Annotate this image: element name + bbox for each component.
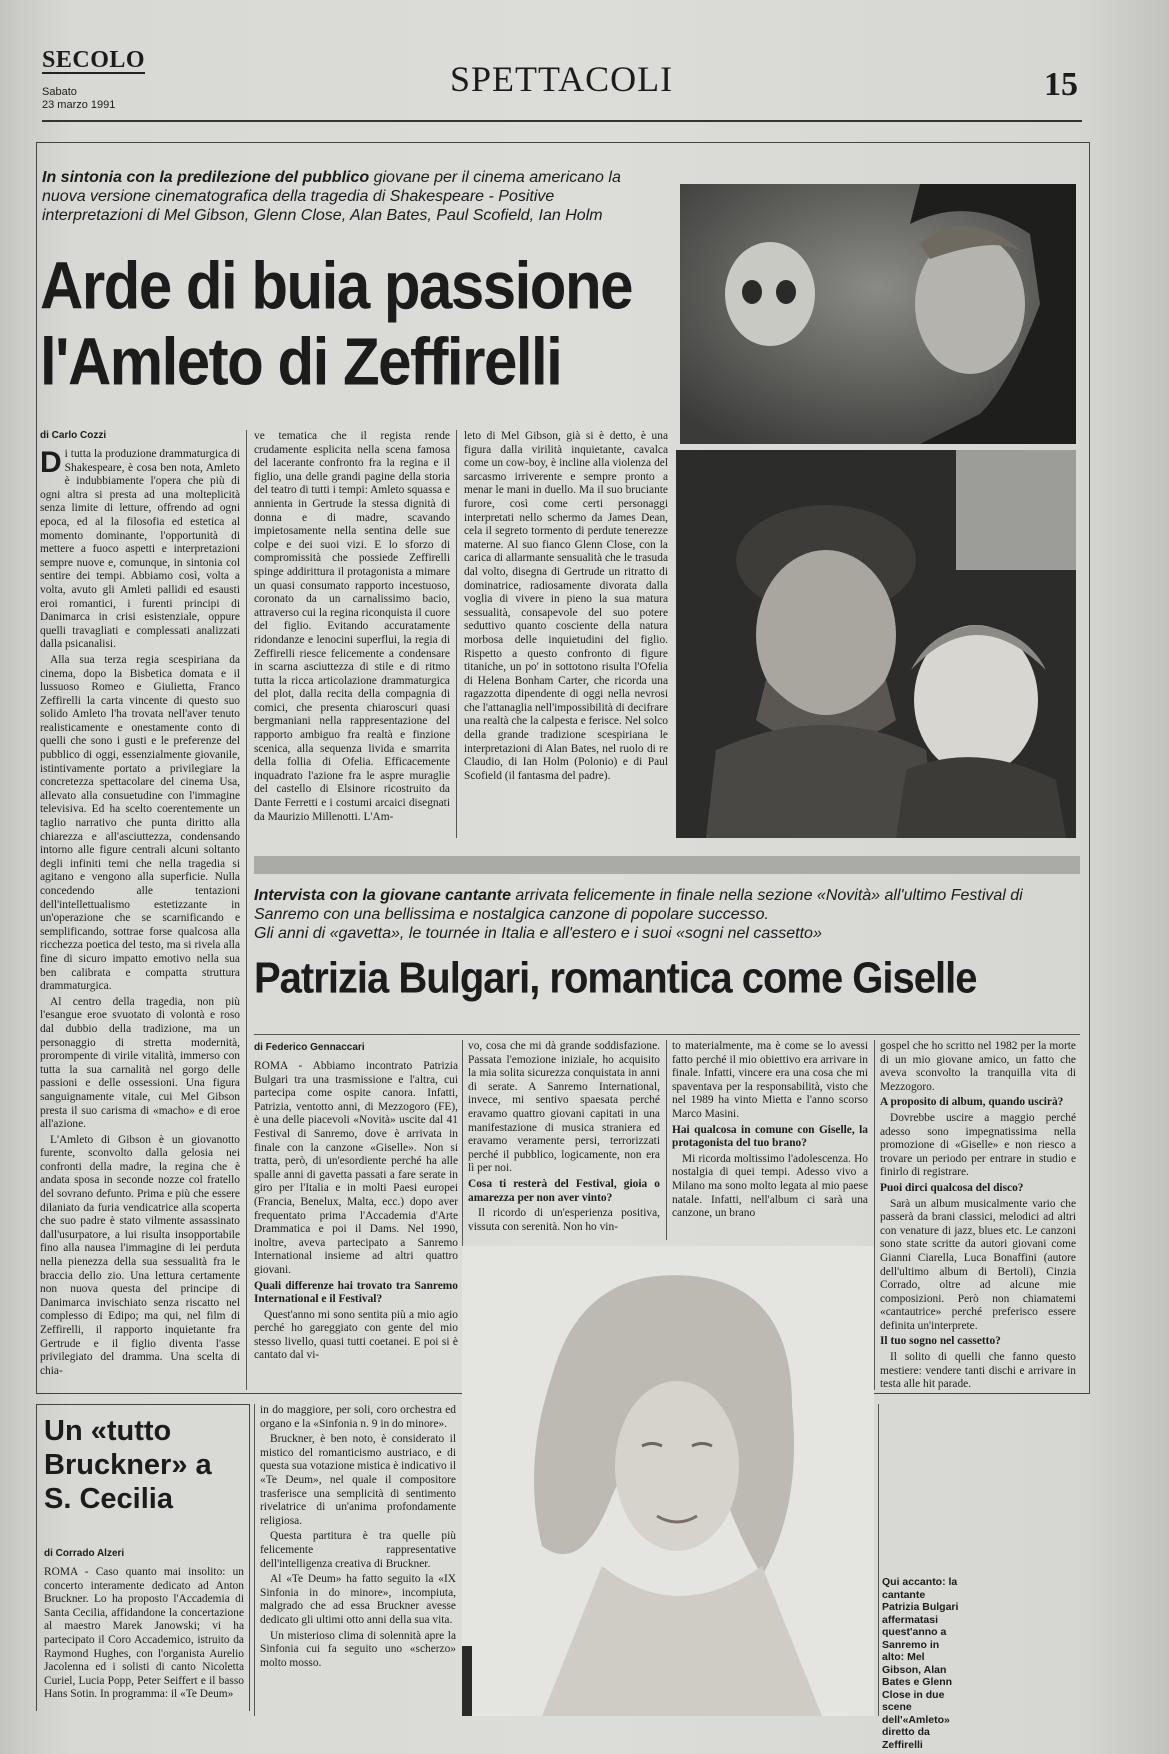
hamlet-column-3 (464, 430, 668, 838)
bruckner-byline: di Corrado Alzeri (44, 1548, 125, 1559)
hamlet-photo-couple-image (676, 450, 1076, 838)
interview-col2-para1: vo, cosa che mi dà grande soddisfazione. Passata l'emozione iniziale, ho acquisito la mia solita sicurezza conquistata in anni di serate. A Sanremo International, invece, mi sentivo spaesata perché eravamo quattro giovani capitati in una manifestazione di musica straniera ed eravamo veramente persi, terrorizzati perché il pubblico, logicamente, non era lì per noi. (468, 1040, 660, 1175)
masthead-rule (42, 120, 1082, 122)
bruckner-col2-para2: Bruckner, è ben noto, è considerato il mistico del romanticismo austriaco, e di questa sua votazione mistica è indicativo il «Te Deum», nel quale il compositore trasferisce una semplicità di sentimento rivelatrice di un'anima profondamente religiosa. (260, 1433, 456, 1527)
hamlet-col1-para3: Al centro della tragedia, non più l'esangue eroe svuotato di volontà e roso dal dubbio della tradizione, ma un personaggio di stretta modernità, prorompente di virile vitalità, immerso con tutta la sua carnalità nel gorgo delle passioni e delle ossessioni. Una figura sanguignamente vitale, cui Mel Gibson presta il suo carisma di «macho» e di eroe all'azione. (40, 995, 240, 1131)
hamlet-column-1 (40, 448, 240, 1388)
interview-col2-para2: Il ricordo di un'esperienza positiva, vissuta con serenità. Non ho vin- (468, 1207, 660, 1233)
interview-col1-para2: Quest'anno mi sono sentita più a mio agio perché ho gareggiato con gente del mio stesso livello, quasi tutti coetanei. E poi si è cantato dal vi- (254, 1308, 458, 1362)
hamlet-column-2 (254, 430, 450, 838)
hamlet-headline-line1: Arde di buia passione (40, 248, 632, 324)
interview-column-1 (254, 1060, 458, 1390)
interview-byline: di Federico Gennaccari (254, 1042, 365, 1053)
bruckner-column-1 (44, 1566, 244, 1716)
interview-col4-para1: gospel che ho scritto nel 1982 per la morte di un mio giovane amico, un fatto che aveva sconvolto la tranquilla vita di Mezzogoro. (880, 1040, 1076, 1093)
column-divider (666, 1040, 667, 1240)
issue-day: Sabato (42, 86, 77, 98)
singer-photo-image (462, 1246, 874, 1716)
hamlet-col3-para1: leto di Mel Gibson, già si è detto, è una figura dalla virilità inquietante, cavalca come un cow-boy, è incline alla violenza del sarcasmo irriverente e sempre pronto a menar le mani in duello. Ma il suo bruciante furore, così come certi personaggi interpretati nello schermo da James Dean, cela il segreto tormento di perdute tenerezze materne. Al suo fianco Glenn Close, con la carica di allarmante sensualità che le trasuda dal volto, disegna di Gertrude un ritratto di dominatrice, radiosamente divorata dalla voglia di vivere in pieno la sua matura sessualità, consapevole del suo potere seduttivo quanto cosciente della natura morbosa delle inquietudini del figlio. Rispetto a questo confronto di figure titaniche, un po' in sottotono risulta l'Ofelia di Helena Bonham Carter, che ricorda una ragazzotta dipendente di oggi nella nevrosi che l'attanaglia nell'impossibilità di decifrare una realtà che la calpesta e ferisce. Nel solco della grande tradizione scespiriana le interpretazioni di Alan Bates, nel ruolo di re Claudio, di Ian Holm (Polonio) e di Paul Scofield (il fantasma del padre). (464, 430, 668, 782)
newspaper-logo: SECOLO (42, 47, 146, 73)
bruckner-headline: Un «tutto Bruckner» a S. Cecilia (44, 1415, 212, 1515)
interview-col1-para1: ROMA - Abbiamo incontrato Patrizia Bulgari tra una trasmissione e l'altra, cui partecipa come ospite canora. Infatti, Patrizia, ventotto anni, di Mezzogoro (FE), è una delle piacevoli «Novità» uscite dal 41 Festival di Sanremo, dove è arrivata in finale con la canzone «Giselle». Non si tratta, però, di un'esordiente perché ha alle spalle anni di gavetta passati a fare serate in giro per l'Italia e in molti Paesi europei (Francia, Benelux, Malta, ecc.) dopo aver frequentato prima l'Accademia d'Arte Drammatica e poi il Dams. Nel 1990, inoltre, aveva partecipato a Sanremo International insieme ad altri quattro giovani. (254, 1060, 458, 1276)
interview-question-3: Hai qualcosa in comune con Giselle, la protagonista del tuo brano? (672, 1123, 868, 1150)
hamlet-byline: di Carlo Cozzi (40, 430, 107, 441)
hamlet-photo-skull-image (680, 184, 1076, 444)
hamlet-headline-line2: l'Amleto di Zeffirelli (40, 324, 562, 400)
bruckner-col2-para1: in do maggiore, per soli, coro orchestra ed organo e la «Sinfonia n. 9 in do minore». (260, 1404, 456, 1430)
page-number: 15 (1044, 66, 1078, 103)
interview-col3-para1: to materialmente, ma è come se lo avessi fatto perché il mio obiettivo era arrivare in finale. Infatti, vincere era una cosa che mi spaventava per la responsabilità, visto che nel 1989 ha vinto Mietta e l'anno scorso Marco Masini. (672, 1040, 868, 1120)
hamlet-kicker-lead: In sintonia con la predilezione del pubblico (42, 169, 370, 186)
hamlet-kicker-rest: giovane per il cinema americano la nuova versione cinematografica della tragedia di Shakespeare - Positive interpretazioni di Mel Gibson, Glenn Close, Alan Bates, Paul Scofield, Ian Holm (42, 169, 621, 224)
bruckner-col2-para5: Un misterioso clima di solennità apre la Sinfonia cui fa seguito uno «scherzo» molto mosso. (260, 1629, 456, 1669)
interview-rule (254, 1034, 1080, 1035)
hamlet-headline (40, 248, 680, 400)
interview-kicker-rest: arrivata felicemente in finale nella sezione «Novità» all'ultimo Festival di Sanremo con una bellissima e nostalgica canzone di popolare successo. (254, 887, 1023, 923)
photo-caption: Qui accanto: la cantante Patrizia Bulgari affermatasi quest'anno a Sanremo in alto: Mel Gibson, Alan Bates e Glenn Close in due scene dell'«Amleto» diretto da Zeffirelli (882, 1576, 959, 1751)
interview-col4-para2: Dovrebbe uscire a maggio perché adesso sono impegnatissima nella promozione di «Giselle» e non riesco a trovare un periodo per entrare in studio e finirlo di registrare. (880, 1111, 1076, 1179)
interview-column-2 (468, 1040, 660, 1240)
interview-kicker-line3: Gli anni di «gavetta», le tournée in Italia e all'estero e i suoi «sogni nel cassetto» (254, 925, 822, 942)
column-divider (246, 430, 247, 1390)
bruckner-col1-para1: ROMA - Caso quanto mai insolito: un concerto interamente dedicato ad Anton Bruckner. Lo ha proposto l'Accademia di Santa Cecilia, affidandone la concertazione al maestro Marek Janowski; vi ha partecipato il Coro Accademico, istruito da Raymond Hughes, con l'organista Aurelio Jacolenna ed i solisti di canto Nicoletta Curiel, Lucia Popp, Peter Seiffert e il basso Hans Sotin. In programma: il «Te Deum» (44, 1566, 244, 1701)
interview-column-4 (880, 1040, 1076, 1390)
interview-kicker (254, 886, 1074, 943)
column-divider (878, 1404, 879, 1716)
hamlet-col1-para1: i tutta la produzione drammaturgica di Shakespeare, è cosa ben nota, Amleto è indubbiamente l'opera che più di ogni altra si presta ad una molteplicità senza limite di letture, offrendo ad ogni epoca, ed al la filosofia ed estetica al momento dominante, l'opportunità di mettere a fuoco aspetti e interpretazioni sempre nuove e, comunque, in sintonia col sentire dei tempi. Abbiamo così, volta a volta, avuto gli Amleti pallidi ed esausti eroi romantici, i furenti principi di Danimarca in crisi esistenziale, oppure quelli travagliati e complessati analizzati dalla psicanalisi. (40, 448, 240, 651)
singer-photo (462, 1246, 874, 1716)
interview-kicker-lead: Intervista con la giovane cantante (254, 887, 511, 904)
hamlet-col1-para4: L'Amleto di Gibson è un giovanotto furente, sconvolto dalla gelosia nei confronti della madre, la regina che è andata sposa in seconde nozze col fratello del sovrano defunto. Prima e più che essere dilaniato da furia vendicatrice alla scoperta che suo padre è stato vilmente assassinato dall'usurpatore, a lui risulta insopportabile fino alla nausea l'immagine di lei perduta nella pienezza della sua sessualità fra le braccia dello zio. Una lettura certamente non nuova questa del principe di Danimarca invischiato senza riscatto nel complesso di Edipo; ma qui, nel film di Zeffirelli, il rapporto inquietante fra Gertrude e il figlio diventa l'asse privilegiato del dramma. Una scelta di chia- (40, 1133, 240, 1377)
interview-question-1: Quali differenze hai trovato tra Sanremo International e il Festival? (254, 1279, 458, 1306)
column-divider (456, 430, 457, 838)
interview-column-3 (672, 1040, 868, 1240)
hamlet-kicker (42, 168, 642, 225)
hamlet-photo-skull (680, 184, 1076, 444)
separator-band (254, 856, 1080, 874)
column-divider (254, 1404, 255, 1716)
interview-headline: Patrizia Bulgari, romantica come Giselle (254, 954, 977, 1003)
hamlet-dropcap: D (40, 448, 62, 479)
interview-question-6: Il tuo sogno nel cassetto? (880, 1335, 1001, 1348)
hamlet-photo-couple (676, 450, 1076, 838)
bruckner-col2-para4: Al «Te Deum» ha fatto seguito la «IX Sinfonia in do minore», incompiuta, malgrado che ad essa Bruckner avesse dedicato gli ultimi otto anni della sua vita. (260, 1573, 456, 1626)
interview-col3-para2: Mi ricorda moltissimo l'adolescenza. Ho nostalgia di quei tempi. Adesso vivo a Milano ma sono molto legata al mio paese natale. Infatti, nell'album ci sarà una canzone, un brano (672, 1152, 868, 1220)
column-divider (874, 1040, 875, 1390)
bruckner-col2-para3: Questa partitura è tra quelle più felicemente rappresentative dell'intelligenza creativa di Bruckner. (260, 1530, 456, 1570)
interview-question-5: Puoi dirci qualcosa del disco? (880, 1181, 1024, 1194)
interview-question-2: Cosa ti resterà del Festival, gioia o amarezza per non aver vinto? (468, 1177, 660, 1204)
interview-col4-para4: Il solito di quelli che fanno questo mestiere: vendere tanti dischi e arrivare in testa alle hit parade. (880, 1351, 1076, 1390)
hamlet-col1-para2: Alla sua terza regia scespiriana da cinema, dopo la Bisbetica domata e il lussuoso Romeo e Giulietta, Franco Zeffirelli la carta vincente di questo suo solido Amleto l'ha trovata nell'aver tenuto realisticamente e onestamente conto di quelli che sono i gusti e le preferenze del pubblico di oggi, essenzialmente giovanile, istintivamente portato a privilegiare la concretezza spettacolare del cinema Usa, allevato alla consuetudine con l'immagine televisiva. Ed ha scelto coerentemente un taglio narrativo che punta diritto alla chiarezza e all'asciuttezza, condensando intorno alle figure centrali alcuni soltanto degli infiniti temi che nella tragedia si agitano e vengono alla superficie. Nulla concedendo alle tentazioni dell'intellettualismo estetizzante in un'operazione che se scarnificando e semplificando, sottrae forse qualcosa alla ricchezza poetica del testo, ma si rivela alla fine di sicuro impatto emotivo nella sua ben calibrata e compatta struttura drammaturgica. (40, 653, 240, 993)
issue-date: 23 marzo 1991 (42, 99, 116, 111)
interview-col4-para3: Sarà un album musicalmente vario che passerà da brani classici, melodici ad altri con venature di jazz, blues etc. Le canzoni sono state scritte da autori giovani come Gianni Ciarella, Luca Bonaffini (autore dell'ultimo album di Bertoli), Cinzia Corrado, oltre ad alcune mie composizioni. Però non chiamatemi «cantautrice» perché preferisco essere definita un'interprete. (880, 1197, 1076, 1332)
section-title: SPETTACOLI (450, 59, 674, 99)
interview-question-4: A proposito di album, quando uscirà? (880, 1096, 1064, 1109)
bruckner-column-2 (260, 1404, 456, 1716)
hamlet-col2-para1: ve tematica che il regista rende crudamente esplicita nella scena famosa del lacerante confronto fra la regina e il figlio, una delle grandi pagine della storia del teatro di tutti i tempi: Amleto squassa e annienta in Gertrude la stessa dignità di donna e di madre, scavando impietosamente nella sentina delle sue colpe e dei suoi vizi. E lo sforzo di compromissità che possiede Zeffirelli spinge addirittura il protagonista a mimare un quasi consumato rapporto incestuoso, coronato da un carnalissimo bacio, attraverso cui la regina riconquista il cuore del figlio. Evitando accuratamente ridondanze e lenocini superflui, la regia di Zeffirelli riesce felicemente a condensare in scarna asciuttezza di stile e di ritmo tutta la ricca articolazione drammaturgica del plot, dalla recita della compagnia di comici, che presenta chiaroscuri quasi bergmaniani nella rappresentazione del rapporto ambiguo fra realtà e finzione scenica, alla sequenza livida e smarrita della follia di Ofelia. Efficacemente inquadrato l'azione fra le aspre muraglie del castello di Elsinore ricostruito da Dante Ferretti e i costumi arcaici disegnati da Maurizio Millenotti. L'Am- (254, 430, 450, 823)
